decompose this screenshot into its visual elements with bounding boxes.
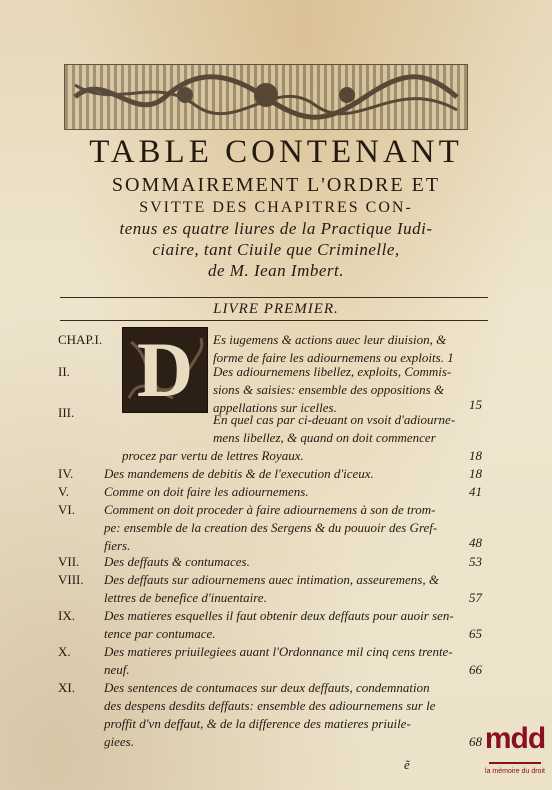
chapter-line: Des adiournemens libellez, exploits, Commis- — [213, 364, 452, 379]
section-rule-top — [60, 297, 488, 298]
signature-mark: ẽ — [404, 757, 410, 772]
logo-divider — [489, 762, 541, 764]
initial-letter: D — [136, 326, 194, 413]
chapter-number: IV. — [58, 466, 74, 481]
chapter-number: VII. — [58, 554, 80, 569]
chapter-line: Des mandemens de debitis & de l'execution d'iceux. — [104, 466, 374, 481]
chapter-number: IX. — [58, 608, 75, 623]
chapter-line: procez par vertu de lettres Royaux. — [122, 448, 304, 463]
chapter-number: X. — [58, 644, 71, 659]
chapter-line: giees. — [104, 734, 134, 749]
title-line-2: SOMMAIREMENT L'ORDRE ET — [111, 174, 441, 196]
chapter-page: 15 — [469, 397, 482, 412]
chapter-page: 18 — [469, 448, 482, 463]
chapter-line: Comment on doit proceder à faire adiournemens à son de trom- — [104, 502, 436, 517]
chapter-page: 18 — [469, 466, 482, 481]
chapter-line: proffit d'vn deffaut, & de la difference des matieres priuile- — [104, 716, 411, 731]
chapter-line: fiers. — [104, 538, 131, 553]
chapter-line: pe: ensemble de la creation des Sergens & du pouuoir des Gref- — [104, 520, 438, 535]
chapter-line: sions & saisies: ensemble des oppositions & — [213, 382, 445, 397]
chapter-number: VI. — [58, 502, 75, 517]
chapter-line: forme de faire les adiournemens ou exploits. 1 — [213, 350, 454, 365]
mdd-logo — [483, 718, 547, 784]
chapter-line: tence par contumace. — [104, 626, 216, 641]
chapter-line: Des matieres priuilegiees auant l'Ordonnance mil cinq cens trente- — [104, 644, 453, 659]
chapter-line: mens libellez, & quand on doit commencer — [213, 430, 436, 445]
logo-tagline: la mémoire du droit — [485, 768, 545, 775]
chapter-line: neuf. — [104, 662, 130, 677]
chapter-line: Des matieres esquelles il faut obtenir deux deffauts pour auoir sen- — [104, 608, 454, 623]
chapter-page: 48 — [469, 535, 482, 550]
chapter-page: 53 — [469, 554, 482, 569]
chapter-line: Es iugemens & actions auec leur diuision, & — [213, 332, 447, 347]
title-line-1: TABLE CONTENANT — [89, 134, 463, 170]
chapter-number: XI. — [58, 680, 75, 695]
chapter-line: lettres de benefice d'inuentaire. — [104, 590, 267, 605]
chapter-number: CHAP.I. — [58, 332, 103, 347]
logo-mark: mdd — [484, 722, 546, 755]
title-line-3: SVITTE DES CHAPITRES CON- — [139, 199, 413, 216]
chapter-number: II. — [58, 364, 70, 379]
chapter-number: III. — [58, 405, 75, 420]
chapter-page: 57 — [469, 590, 482, 605]
chapter-page: 65 — [469, 626, 482, 641]
chapter-number: VIII. — [58, 572, 84, 587]
chapter-line: appellations sur icelles. — [213, 400, 337, 415]
chapter-line: des despens desdits deffauts: ensemble des adiournemens sur le — [104, 698, 436, 713]
chapter-page: 68 — [469, 734, 482, 749]
chapter-line: Des deffauts & contumaces. — [104, 554, 250, 569]
section-title: LIVRE PREMIER. — [213, 301, 339, 317]
chapter-line: Des deffauts sur adiournemens auec intimation, asseuremens, & — [104, 572, 439, 587]
title-line-6: de M. Iean Imbert. — [208, 261, 344, 280]
chapter-line: Comme on doit faire les adiournemens. — [104, 484, 309, 499]
title-line-5: ciaire, tant Ciuile que Criminelle, — [152, 240, 400, 259]
chapter-line: En quel cas par ci-deuant on vsoit d'adiourne- — [213, 412, 456, 427]
section-rule-bottom — [60, 320, 488, 321]
ornamental-headpiece — [64, 64, 468, 130]
chapter-number: V. — [58, 484, 69, 499]
chapter-line: Des sentences de contumaces sur deux deffauts, condemnation — [104, 680, 430, 695]
decorated-initial — [122, 327, 208, 413]
chapter-page: 66 — [469, 662, 482, 677]
headpiece-ornament-icon — [65, 65, 467, 129]
chapter-page: 41 — [469, 484, 482, 499]
title-line-4: tenus es quatre liures de la Practique Iudi- — [119, 219, 433, 238]
